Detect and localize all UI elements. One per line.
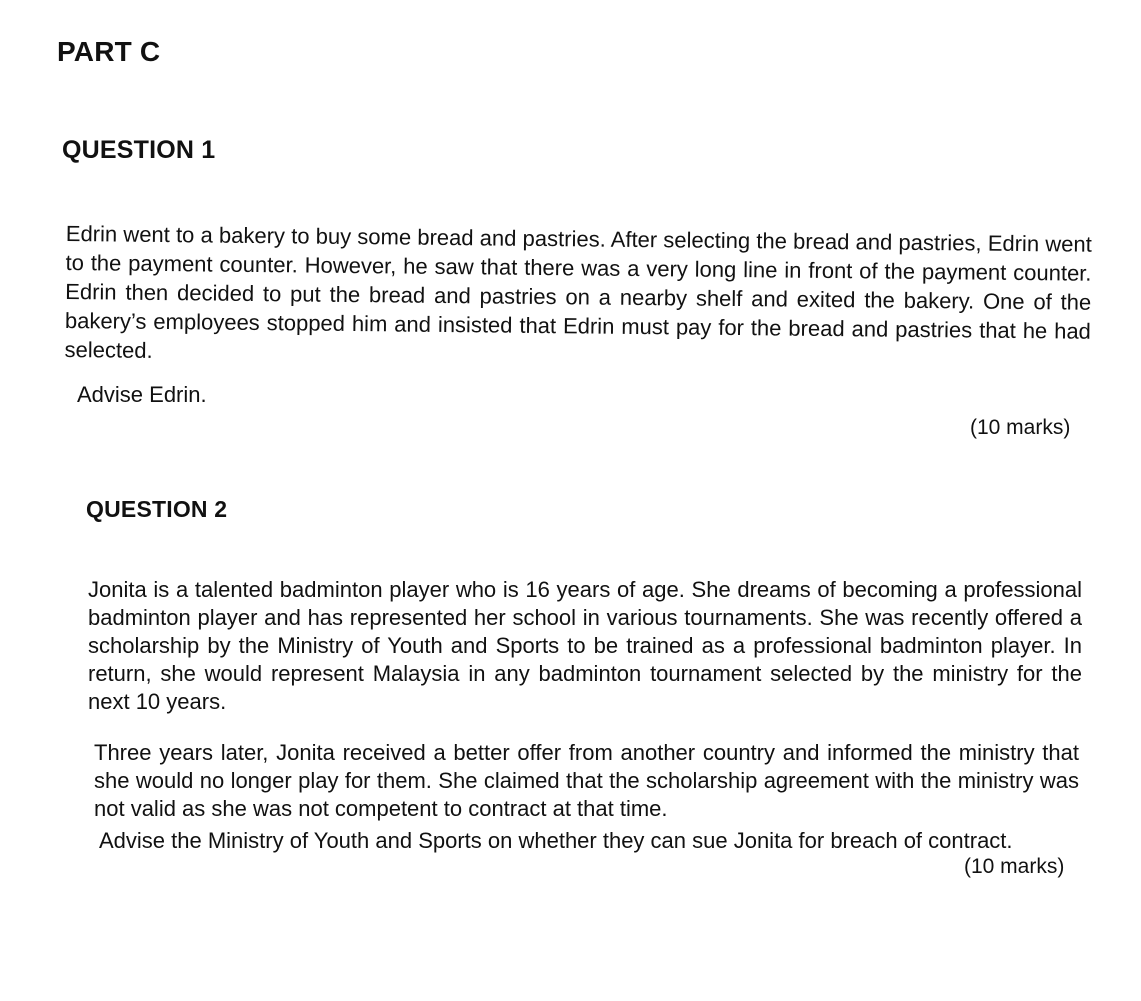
question-2-marks: (10 marks) [964,855,1065,878]
question-1-marks: (10 marks) [970,416,1071,439]
question-1-title: QUESTION 1 [62,136,216,164]
part-title: PART C [57,36,161,67]
question-1-instruction: Advise Edrin. [77,382,207,407]
question-2-instruction: Advise the Ministry of Youth and Sports on whether they can sue Jonita for breach of contract. [99,828,1013,853]
question-1-scenario: Edrin went to a bakery to buy some bread and pastries. After selecting the bread and pastries, Edrin went to the payment counter. However, he saw that there was a very long line in front of the payment counter. Edrin then decided to put the bread and pastries on a nearby shelf and exited the bakery. One of the bakery’s employees stopped him and insisted that Edrin must pay for the bread and pastries that he had selected. [64,220,1092,363]
question-2-scenario-paragraph-1: Jonita is a talented badminton player who is 16 years of age. She dreams of becoming a professional badminton player and has represented her school in various tournaments. She was recently offered a scholarship by the Ministry of Youth and Sports to be trained as a professional badminton player. In return, she would represent Malaysia in any badminton tournament selected by the ministry for the next 10 years. [88,577,1082,714]
question-2-scenario-paragraph-2: Three years later, Jonita received a better offer from another country and informed the ministry that she would no longer play for them. She claimed that the scholarship agreement with the ministry was not valid as she was not competent to contract at that time. [94,740,1079,821]
question-2-title: QUESTION 2 [86,496,228,522]
